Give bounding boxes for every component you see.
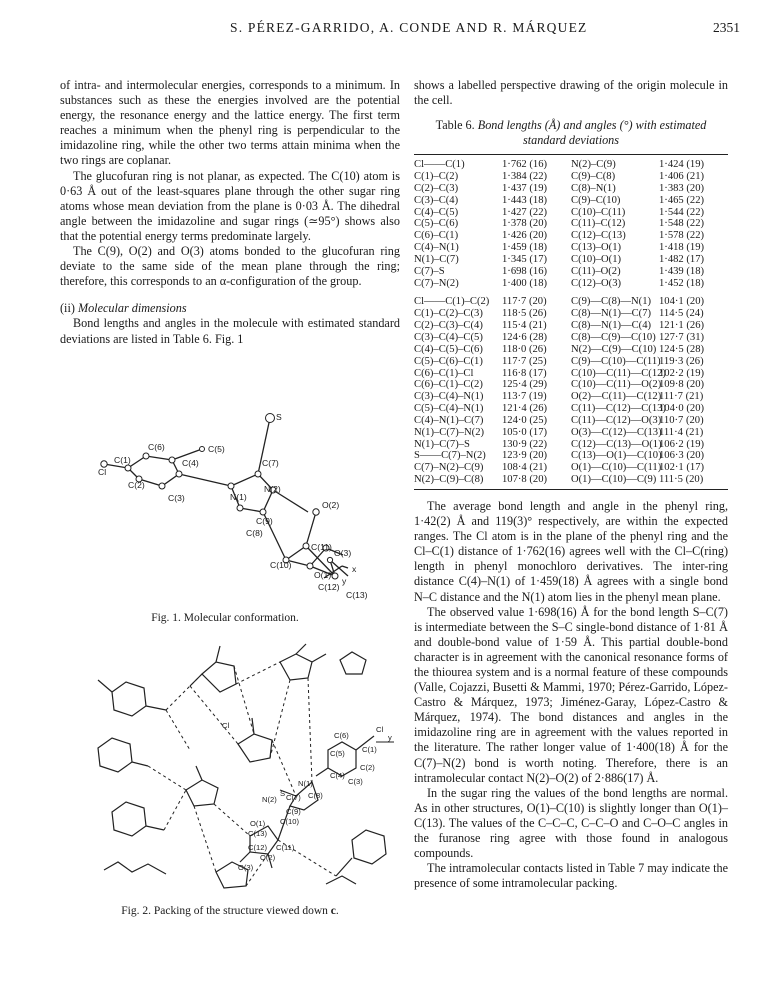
f2-label-c12: C(12) [248,843,267,852]
bond-angle-row [571,344,728,356]
left-paragraph-3: The C(9), O(2) and O(3) atoms bonded to the glucofuran ring deviate to the same side of the mean plane through the ring; therefore, this corresponds to an α-configuration of the group. [60,244,400,289]
bond-angle-row [414,450,571,462]
bond-length-row [571,171,728,183]
left-paragraph-1: of intra- and intermolecular energies, corresponds to a minimum. In substances such as these the energies involved are the potential energy, the resonance energy and the lattice energy. The first term reaches a minimum when the phenyl ring is perpendicular to the imidazoline ring, while the other two terms attain minima when the two rings are coplanar. [60,78,400,168]
bond-length-row-value: 1·452 (18) [659,277,705,289]
bond-angle-row-label: C(13)—O(1)—C(10) [571,450,662,462]
bond-angle-row-label: C(8)—C(9)—C(10) [571,332,656,343]
bond-angle-row [571,403,728,415]
bond-length-row [414,278,571,290]
bond-angle-row-value: 127·7 (31) [659,332,705,343]
label-c10: C(10) [270,560,292,570]
header-authors: S. PÉREZ-GARRIDO, A. CONDE AND R. MÁRQUEZ [230,20,588,35]
bond-angle-row-label: N(1)–C(7)–S [414,438,470,450]
bond-angle-row [571,320,728,332]
bond-angle-row-value: 121·1 (26) [659,320,705,332]
bond-length-row-value: 1·400 (18) [502,277,548,289]
bond-length-row-label: C(9)–C(10) [571,194,621,206]
bond-angle-row [571,332,728,344]
bond-angle-row-label: C(11)—C(12)—O(3) [571,414,662,426]
bond-angle-row [414,474,571,486]
bond-angle-row-value: 111·7 (21) [659,391,704,403]
right-paragraph-4: In the sugar ring the values of the bond lengths are normal. As in other structures, O(1)–C(10) is slightly longer than O(1)–C(13). The values of the C–C–C, C–C–O and C–O–C angles in the furanose ring agree with those found in analogous compounds. [414,785,728,861]
f2-label-o1: O(1) [250,819,266,828]
bond-angle-row-label: C(10)—C(11)—O(2) [571,379,662,391]
label-c9: C(9) [256,516,273,526]
bond-angles-left [414,296,571,486]
bond-length-row-value: 1·698 (16) [502,265,548,277]
bond-angle-row [571,427,728,439]
bond-length-row-label: C(6)–C(1) [414,230,459,242]
label-o3: O(3) [334,548,352,558]
right-column [414,78,728,891]
f2-label-c4: C(4) [330,771,345,780]
label-c8: C(8) [246,528,263,538]
label-cl: Cl [98,467,107,477]
bond-angle-row-value: 108·4 (21) [502,462,548,474]
bond-angle-row [414,320,571,332]
bond-angle-row-label: N(2)—C(9)—C(10) [571,343,657,355]
bond-length-row [414,230,571,242]
bond-angle-row-value: 121·4 (26) [502,403,548,415]
f2-label-c5: C(5) [330,749,345,758]
bond-angle-row-value: 107·8 (20) [502,474,548,486]
bond-angle-row-label: C(10)—C(11)—C(12) [571,367,666,379]
bond-angle-row [571,379,728,391]
bond-length-row [414,266,571,278]
bond-angle-row [414,415,571,427]
bond-length-row-label: C(4)–C(5) [414,206,459,218]
bond-length-row-value: 1·418 (19) [659,242,705,254]
bond-angle-row-label: O(1)—C(10)—C(11) [571,462,662,474]
bond-length-row [571,195,728,207]
label-x-axis: x [352,564,357,574]
bond-length-row-label: C(7)–S [414,265,445,277]
table-6-caption [414,118,728,148]
bond-angle-row-label: N(2)–C(9)–C(8) [414,474,484,486]
figure-2-caption-axis: c [330,905,336,917]
left-paragraph-4: Bond lengths and angles in the molecule with estimated standard deviations are listed in Table 6. Fig. 1 [60,316,400,346]
bond-length-row-label: C(11)–O(2) [571,265,621,277]
bond-angle-row-label: C(12)—C(13)—O(1) [571,438,662,450]
figure-1-caption: Fig. 1. Molecular conformation. [151,612,299,624]
bond-angle-row-label: C(8)—N(1)—C(4) [571,320,652,332]
bond-angle-row-value: 123·9 (20) [502,450,548,462]
bond-angle-row-label: Cl——C(1)–C(2) [414,296,490,308]
bond-angle-row-label: C(11)—C(12)—C(13) [571,403,666,415]
bond-length-row [414,218,571,230]
bond-angle-row-label: C(9)—C(10)—C(11) [571,355,661,367]
bond-length-row [571,230,728,242]
table-6-number: Table 6. [435,118,478,133]
bond-angle-row [414,332,571,344]
bond-length-row-value: 1·384 (22) [502,171,548,183]
molecule-drawing [90,408,390,608]
f2-label-s: S [280,789,286,798]
bond-length-row-label: C(7)–N(2) [414,277,459,289]
bond-angle-row-value: 106·2 (19) [659,438,705,450]
bond-length-row-value: 1·544 (22) [659,206,705,218]
bond-angle-row-value: 118·5 (26) [502,308,547,320]
left-column [60,78,400,347]
f2-label-o3: O(3) [238,863,254,872]
bond-angle-row-label: O(3)—C(12)—C(13) [571,426,662,438]
bond-angle-row [571,450,728,462]
bond-length-row [571,159,728,171]
bond-angle-row-value: 104·0 (20) [659,403,705,415]
figure-2-caption-end: . [335,905,339,917]
bond-length-row [414,254,571,266]
right-paragraph-5: The intramolecular contacts listed in Table 7 may indicate the presence of some intramolecular packing. [414,861,728,891]
bond-angles-block [414,296,728,486]
bond-angles-right [571,296,728,486]
bond-length-row-label: C(10)–O(1) [571,253,622,265]
bond-angle-row-value: 105·0 (17) [502,426,548,438]
table-6 [414,154,728,490]
bond-length-row [571,207,728,219]
bond-angle-row-value: 117·7 (20) [502,296,547,308]
f2-label-c13: C(13) [248,829,267,838]
f2-label-c6: C(6) [334,731,349,740]
label-c13: C(13) [346,590,368,600]
f2-label-o2: O(2) [260,853,276,862]
bond-length-row [571,254,728,266]
bond-length-row-value: 1·762 (16) [502,159,548,171]
bond-angle-row-value: 113·7 (19) [502,391,547,403]
label-s: S [276,412,282,422]
bond-angle-row-label: C(4)–N(1)–C(7) [414,414,484,426]
bond-angle-row-label: O(1)—C(10)—C(9) [571,474,657,486]
bond-length-row [414,183,571,195]
bond-angle-row-label: C(5)–C(4)–N(1) [414,403,484,415]
bond-angle-row-value: 125·4 (29) [502,379,548,391]
bond-length-row-value: 1·345 (17) [502,253,548,265]
f2-label-n1: N(1) [298,779,313,788]
bond-length-row [414,171,571,183]
bond-angle-row [414,403,571,415]
bond-angle-row-value: 114·5 (24) [659,308,704,320]
page-number: 2351 [713,20,740,35]
bond-angle-row-value: 115·4 (21) [502,320,547,332]
bond-angle-row-value: 111·5 (20) [659,474,704,486]
label-c3: C(3) [168,493,185,503]
bond-angle-row [414,356,571,368]
bond-angle-row-value: 111·4 (21) [659,426,704,438]
bond-angle-row-value: 104·1 (20) [659,296,705,308]
f2-label-c7: C(7) [286,793,301,802]
f2-label-c8: C(8) [308,791,323,800]
bond-angle-row-value: 124·6 (28) [502,332,548,343]
label-c12: C(12) [318,582,340,592]
bond-length-row-value: 1·578 (22) [659,230,705,242]
bond-length-row-label: C(13)–O(1) [571,242,622,254]
bond-angle-row-value: 119·3 (26) [659,355,704,367]
bond-length-row-value: 1·437 (19) [502,182,548,194]
bond-angle-row-value: 106·3 (20) [659,450,705,462]
bond-length-row-value: 1·424 (19) [659,159,705,171]
label-o1: O(1) [314,570,332,580]
bond-length-row-value: 1·548 (22) [659,218,705,230]
bond-angle-row-label: C(8)—N(1)—C(7) [571,308,652,320]
bond-length-row-label: C(10)–C(11) [571,206,626,218]
bond-angle-row [414,462,571,474]
bond-lengths-block [414,159,728,289]
bond-length-row-label: C(4)–N(1) [414,242,459,254]
f2-label-c3: C(3) [348,777,363,786]
running-header [60,20,740,40]
f2-label-cl-small: Cl [222,721,230,730]
bond-angle-row-label: C(6)–C(1)–C(2) [414,379,483,391]
bond-length-row-label: C(11)–C(12) [571,218,626,230]
bond-length-row [414,195,571,207]
bond-angle-row-label: C(3)–C(4)–N(1) [414,391,484,403]
right-paragraph-3: The observed value 1·698(16) Å for the bond length S–C(7) is intermediate between the S–C single-bond distance of 1·81 Å and double-bond value of 1·59 Å. This partial double-bond character is in agreement with the canonical resonance forms of the thiourea system and is a normal feature of these compounds (Valle, Cojazzi, Busetti & Mammi, 1970; Pérez-Garrido, López-Castro & Márquez, 1973; Jiménez-Garay, López-Castro & Márquez, 1974). The bond distances and angles in the imidazoline ring are in agreement with the values reported in the literature. The rather longer value of 1·400(18) Å for the C(7)–N(2) bond is worth noting. Therefore, there is an intramolecular contact N(2)–O(2) of 2·886(17) Å. [414,604,728,785]
bond-angle-row [414,379,571,391]
f2-label-c10: C(10) [280,817,299,826]
label-y-axis: y [342,576,347,586]
bond-angle-row-label: S——C(7)–N(2) [414,450,486,462]
f2-label-n2: N(2) [262,795,277,804]
bond-angle-row-value: 109·8 (20) [659,379,705,391]
label-o2: O(2) [322,500,340,510]
label-c1: C(1) [114,455,131,465]
bond-angle-row-label: C(6)–C(1)–Cl [414,367,474,379]
section-subheading [60,301,400,316]
packing-drawing [90,640,400,895]
bond-length-row-label: C(1)–C(2) [414,171,459,183]
bond-length-row-label: N(2)–C(9) [571,159,616,171]
bond-angle-row-value: 118·0 (26) [502,343,547,355]
bond-length-row [414,207,571,219]
bond-length-row-label: Cl——C(1) [414,159,465,171]
bond-length-row-label: C(3)–C(4) [414,194,459,206]
bond-angle-row [414,439,571,451]
bond-length-row [414,242,571,254]
label-n2: N(2) [264,484,281,494]
bond-lengths-right [571,159,728,289]
bond-angle-row-label: C(7)–N(2)–C(9) [414,462,484,474]
bond-angle-row-value: 102·2 (19) [659,367,705,379]
bond-length-row [571,218,728,230]
bond-lengths-left [414,159,571,289]
label-c5: C(5) [208,444,225,454]
bond-angle-row-label: C(1)–C(2)–C(3) [414,308,483,320]
label-c4: C(4) [182,458,199,468]
bond-angle-row [571,474,728,486]
bond-angle-row-label: N(1)–C(7)–N(2) [414,426,485,438]
bond-angle-row-value: 116·8 (17) [502,367,547,379]
label-c2: C(2) [128,480,145,490]
bond-angle-row-value: 124·0 (25) [502,414,548,426]
bond-length-row-label: C(12)–O(3) [571,277,622,289]
bond-length-row-label: C(8)–N(1) [571,182,616,194]
bond-length-row-label: C(5)–C(6) [414,218,459,230]
bond-angle-row-value: 124·5 (28) [659,343,705,355]
table-6-title: Bond lengths (Å) and angles (°) with estimated standard deviations [477,118,707,148]
bond-angle-row-label: C(5)–C(6)–C(1) [414,355,483,367]
bond-length-row [571,242,728,254]
subheading-title: Molecular dimensions [77,301,187,316]
bond-angle-row [414,344,571,356]
bond-length-row-value: 1·482 (17) [659,253,705,265]
bond-length-row-value: 1·439 (18) [659,265,705,277]
bond-length-row-value: 1·406 (21) [659,171,705,183]
f2-label-cl: Cl [376,725,384,734]
bond-angle-row-label: C(3)–C(4)–C(5) [414,332,483,343]
bond-length-row-value: 1·465 (22) [659,194,705,206]
bond-angle-row [414,368,571,380]
f2-label-c1: C(1) [362,745,377,754]
bond-angle-row-label: C(2)–C(3)–C(4) [414,320,483,332]
bond-angle-row [414,427,571,439]
bond-angle-row-value: 102·1 (17) [659,462,705,474]
bond-length-row-value: 1·443 (18) [502,194,548,206]
bond-angle-row [571,308,728,320]
figure-2-caption [60,905,400,917]
bond-length-row-value: 1·459 (18) [502,242,548,254]
bond-angle-row [571,296,728,308]
bond-angle-row [571,439,728,451]
figure-1 [90,408,390,608]
bond-angle-row [571,356,728,368]
f2-label-c9: C(9) [286,807,301,816]
left-paragraph-2: The glucofuran ring is not planar, as expected. The C(10) atom is 0·63 Å out of the least-squares plane through the other sugar ring atoms whose mean deviation from the plane is 0·03 Å. The dihedral angle between the imidazoline and sugar rings (≃95°) shows also that the potential energy terms predominate largely. [60,168,400,243]
right-paragraph-1: shows a labelled perspective drawing of the origin molecule in the cell. [414,78,728,108]
bond-length-row-label: N(1)–C(7) [414,253,459,265]
bond-angle-row-value: 117·7 (25) [502,355,547,367]
figure-1-bonds [104,418,348,578]
f2-label-c11: C(11) [276,843,295,852]
figure-2-caption-text: Fig. 2. Packing of the structure viewed down [121,905,331,917]
figure-1-atoms [101,414,338,580]
bond-angle-row-label: C(9)—C(8)—N(1) [571,296,652,308]
bond-angle-row [571,415,728,427]
bond-angle-row [414,308,571,320]
right-paragraph-2: The average bond length and angle in the phenyl ring, 1·42(2) Å and 119(3)° respectively, are within the expected ranges. The Cl atom is in the plane of the phenyl ring and the Cl–C(1) distance of 1·762(16) agrees well with the Cl–C(ring) length in phenyl monochloro derivatives. The inter-ring distance C(4)–N(1) of 1·459(18) Å agrees with a single bond N–C distance and the N(1) atom lies in the phenyl mean plane. [414,498,728,604]
bond-angle-row [571,462,728,474]
bond-length-row [571,278,728,290]
label-c11: C(11) [311,542,332,552]
bond-angle-row [414,296,571,308]
bond-angle-row-label: O(2)—C(11)—C(12) [571,391,662,403]
bond-length-row-value: 1·426 (20) [502,230,548,242]
bond-length-row [571,266,728,278]
label-c7: C(7) [262,458,279,468]
bond-length-row-label: C(9)–C(8) [571,171,616,183]
bond-length-row-label: C(12)–C(13) [571,230,626,242]
bond-angle-row [571,391,728,403]
bond-angle-row-label: C(4)–C(5)–C(6) [414,343,483,355]
figure-2-hbonds [148,662,336,886]
bond-length-row-label: C(2)–C(3) [414,182,459,194]
subheading-number: (ii) [60,301,78,316]
bond-length-row-value: 1·383 (20) [659,182,705,194]
bond-angle-row-value: 130·9 (22) [502,438,548,450]
f2-label-c2: C(2) [360,763,375,772]
bond-length-row-value: 1·427 (22) [502,206,548,218]
bond-angle-row [414,391,571,403]
bond-length-row [414,159,571,171]
bond-length-row [571,183,728,195]
bond-angle-row-value: 110·7 (20) [659,414,704,426]
label-n1: N(1) [230,492,247,502]
bond-length-row-value: 1·378 (20) [502,218,548,230]
figure-2 [90,640,400,895]
label-c6: C(6) [148,442,165,452]
bond-angle-row [571,368,728,380]
f2-label-y-axis: y [388,733,392,742]
